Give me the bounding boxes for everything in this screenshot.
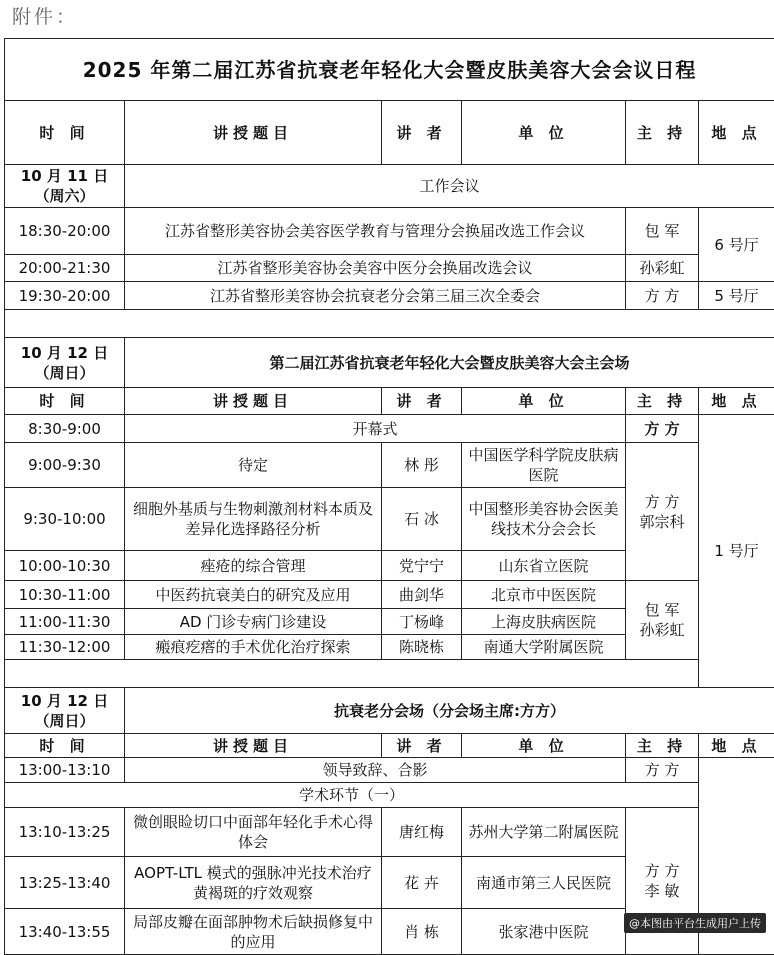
- section1-title: 工作会议: [125, 165, 774, 208]
- session-unit: 中国医学科学院皮肤病医院: [462, 443, 626, 488]
- section3-date-day: 10 月 12 日: [10, 691, 119, 711]
- session-host: 包 军: [626, 208, 699, 255]
- intro-label: 领导致辞、合影: [125, 758, 626, 783]
- session-unit: 北京市中医医院: [462, 581, 626, 609]
- header-time: 时 间: [5, 101, 125, 165]
- session-topic: 局部皮瓣在面部肿物术后缺损修复中的应用: [125, 909, 382, 955]
- session-speaker: 曲剑华: [382, 581, 462, 609]
- session-topic: 痤疮的综合管理: [125, 551, 382, 581]
- session-host: 方 方: [626, 758, 699, 783]
- session-unit: 张家港中医院: [462, 909, 626, 955]
- session-speaker: 陈晓栋: [382, 635, 462, 660]
- session-topic: AOPT-LTL 模式的强脉冲光技术治疗黄褐斑的疗效观察: [125, 857, 382, 909]
- session-speaker: 唐红梅: [382, 808, 462, 857]
- session-time: 20:00-21:30: [5, 255, 125, 282]
- session-time: 8:30-9:00: [5, 415, 125, 443]
- section-spacer: [5, 310, 774, 338]
- header-host: 主 持: [626, 388, 699, 415]
- session-host: 孙彩虹: [626, 255, 699, 282]
- host-group-1: [626, 443, 699, 581]
- session-time: 13:40-13:55: [5, 909, 125, 955]
- section2-venue: 1 号厅: [699, 415, 774, 688]
- section1-venue: 6 号厅: [699, 208, 774, 282]
- session-time: 19:30-20:00: [5, 282, 125, 310]
- session-time: 11:00-11:30: [5, 609, 125, 635]
- session-time: 18:30-20:00: [5, 208, 125, 255]
- header-venue: 地 点: [699, 101, 774, 165]
- watermark-badge: @本图由平台生成用户上传: [624, 913, 766, 933]
- host-group-2: [626, 581, 699, 660]
- section1-date: [5, 165, 125, 208]
- session-time: 13:25-13:40: [5, 857, 125, 909]
- session-topic: AD 门诊专病门诊建设: [125, 609, 382, 635]
- section3-date: [5, 688, 125, 734]
- session-time: 13:10-13:25: [5, 808, 125, 857]
- session-time: 10:30-11:00: [5, 581, 125, 609]
- session-host: 方 方: [626, 415, 699, 443]
- session-time: 11:30-12:00: [5, 635, 125, 660]
- attachment-label: 附件：: [12, 2, 78, 29]
- section3-date-weekday: （周日）: [10, 711, 119, 731]
- session-unit: 中国整形美容协会医美线技术分会会长: [462, 488, 626, 551]
- session-topic: 瘢痕疙瘩的手术优化治疗探索: [125, 635, 382, 660]
- header-unit: 单 位: [462, 734, 626, 758]
- academic-session-label: 学术环节（一）: [5, 783, 699, 808]
- session-topic: 中医药抗衰美白的研究及应用: [125, 581, 382, 609]
- session-topic: 待定: [125, 443, 382, 488]
- section3-title: 抗衰老分会场（分会场主席:方方）: [125, 688, 774, 734]
- header-topic: 讲授题目: [125, 101, 382, 165]
- session-time: 13:00-13:10: [5, 758, 125, 783]
- header-time: 时 间: [5, 734, 125, 758]
- header-speaker: 讲 者: [382, 101, 462, 165]
- host-name: 郭宗科: [631, 512, 693, 532]
- session-topic: 江苏省整形美容协会美容中医分会换届改选会议: [125, 255, 626, 282]
- section-spacer: [5, 660, 774, 688]
- session-topic: 微创眼睑切口中面部年轻化手术心得体会: [125, 808, 382, 857]
- session-venue: 5 号厅: [699, 282, 774, 310]
- session-time: 9:30-10:00: [5, 488, 125, 551]
- header-topic: 讲授题目: [125, 734, 382, 758]
- host-name: 方 方: [631, 492, 693, 512]
- session-unit: 苏州大学第二附属医院: [462, 808, 626, 857]
- session-unit: 南通市第三人民医院: [462, 857, 626, 909]
- document-title: 2025 年第二届江苏省抗衰老年轻化大会暨皮肤美容大会会议日程: [5, 39, 774, 101]
- session-topic: 细胞外基质与生物刺激剂材料本质及差异化选择路径分析: [125, 488, 382, 551]
- header-speaker: 讲 者: [382, 734, 462, 758]
- session-host: 方 方: [626, 282, 699, 310]
- header-venue: 地 点: [699, 388, 774, 415]
- session-topic: 江苏省整形美容协会美容医学教育与管理分会换届改选工作会议: [125, 208, 626, 255]
- section1-date-day: 10 月 11 日: [10, 166, 119, 186]
- session-unit: 山东省立医院: [462, 551, 626, 581]
- schedule-table: [4, 38, 774, 955]
- header-unit: 单 位: [462, 388, 626, 415]
- session-speaker: 丁杨峰: [382, 609, 462, 635]
- header-topic: 讲授题目: [125, 388, 382, 415]
- session-unit: 上海皮肤病医院: [462, 609, 626, 635]
- section2-title: 第二届江苏省抗衰老年轻化大会暨皮肤美容大会主会场: [125, 338, 774, 388]
- host-name: 包 军: [631, 600, 693, 620]
- header-host: 主 持: [626, 734, 699, 758]
- host-name: 李 敏: [631, 881, 693, 901]
- header-host: 主 持: [626, 101, 699, 165]
- header-venue: 地 点: [699, 734, 774, 758]
- section2-date-day: 10 月 12 日: [10, 343, 119, 363]
- session-speaker: 林 彤: [382, 443, 462, 488]
- host-name: 方 方: [631, 861, 693, 881]
- session-time: 10:00-10:30: [5, 551, 125, 581]
- section1-date-weekday: （周六）: [10, 186, 119, 206]
- session-speaker: 石 冰: [382, 488, 462, 551]
- header-speaker: 讲 者: [382, 388, 462, 415]
- session-topic: 江苏省整形美容协会抗衰老分会第三届三次全委会: [125, 282, 626, 310]
- section2-date: [5, 338, 125, 388]
- host-name: 孙彩虹: [631, 620, 693, 640]
- session-speaker: 党宁宁: [382, 551, 462, 581]
- opening-ceremony: 开幕式: [125, 415, 626, 443]
- section2-date-weekday: （周日）: [10, 363, 119, 383]
- session-time: 9:00-9:30: [5, 443, 125, 488]
- session-speaker: 花 卉: [382, 857, 462, 909]
- header-unit: 单 位: [462, 101, 626, 165]
- session-speaker: 肖 栋: [382, 909, 462, 955]
- header-time: 时 间: [5, 388, 125, 415]
- session-unit: 南通大学附属医院: [462, 635, 626, 660]
